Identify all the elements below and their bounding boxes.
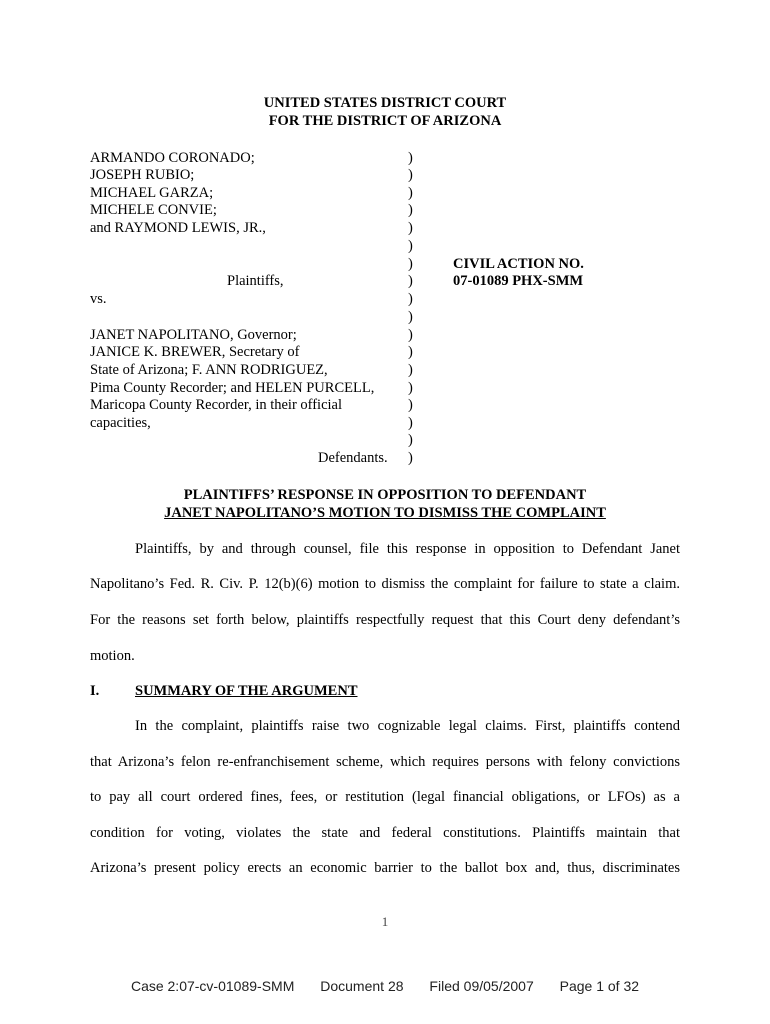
paragraph-line: Napolitano’s Fed. R. Civ. P. 12(b)(6) motion to dismiss the complaint for failure to state a claim. <box>90 576 680 592</box>
document-page: UNITED STATES DISTRICT COURT FOR THE DISTRICT OF ARIZONA ARMANDO CORONADO; JOSEPH RUBIO; MICHAEL GARZA; MICHELE CONVIE; and RAYMOND LEWIS, JR., Plaintiffs, vs. JANET NAPOLITANO, Governor; JANICE K. BREWER, Secretary of State of Arizona; F. ANN RODRIGUEZ, Pima County Recorder; and HELEN PURCELL, Maricopa County Recorder, in their official capacities, Defendants. ) ) ) ) ) ) ) ) ) ) ) ) ) ) ) ) ) ) CIVIL ACTION NO. 07-01089 PHX-SMM PLAINTIFFS’ RESPONSE IN OPPOSITION TO DEFENDANT JANET NAPOLITANO’S MOTION TO DISMISS THE COMPLAINT Plaintiffs, by and through counsel, file this response in opposition to Defendant Janet Napolitano’s Fed. R. Civ. P. 12(b)(6) motion to dismiss the complaint for failure to state a claim. For the reasons set forth below, plaintiffs respectfully request that this Court deny defendant’s motion. I. SUMMARY OF THE ARGUMENT In the complaint, plaintiffs raise two cognizable legal claims. First, plaintiffs contend that Arizona’s felon re-enfranchisement scheme, which requires persons with felony convictions to pay all court ordered fines, fees, or restitution (legal financial obligations, or LFOs) as a condition for voting, violates the state and federal constitutions. Plaintiffs maintain that Arizona’s present policy erects an economic barrier to the ballot box and, thus, discriminates 1 Case 2:07-cv-01089-SMM Document 28 Filed 09/05/2007 Page 1 of 32 <box>0 0 770 1024</box>
defendant-name: JANICE K. BREWER, Secretary of <box>90 344 300 360</box>
footer-document-number: Document 28 <box>320 978 404 994</box>
ecf-footer <box>0 978 770 994</box>
paragraph-line: motion. <box>90 648 135 664</box>
footer-case-number: Case 2:07-cv-01089-SMM <box>130 978 295 994</box>
section-title: SUMMARY OF THE ARGUMENT <box>135 683 358 699</box>
versus-label: vs. <box>90 291 107 307</box>
page-number: 1 <box>381 914 389 929</box>
plaintiff-name: and RAYMOND LEWIS, JR., <box>90 220 266 236</box>
defendants-label: Defendants. <box>318 450 388 466</box>
footer-filed-date: Filed 09/05/2007 <box>429 978 534 994</box>
defendant-name: JANET NAPOLITANO, Governor; <box>90 327 297 343</box>
paragraph-line: that Arizona’s felon re-enfranchisement scheme, which requires persons with felony convictions <box>90 754 680 770</box>
plaintiff-name: MICHAEL GARZA; <box>90 185 214 201</box>
paragraph-line: Arizona’s present policy erects an economic barrier to the ballot box and, thus, discriminates <box>90 860 680 876</box>
footer-page-count: Page 1 of 32 <box>559 978 640 994</box>
plaintiff-name: MICHELE CONVIE; <box>90 202 217 218</box>
paragraph-line: Plaintiffs, by and through counsel, file this response in opposition to Defendant Janet <box>135 541 680 557</box>
plaintiff-name: ARMANDO CORONADO; <box>90 150 255 166</box>
defendant-name: capacities, <box>90 415 151 431</box>
court-name-line1: UNITED STATES DISTRICT COURT <box>263 95 507 111</box>
plaintiffs-label: Plaintiffs, <box>227 273 284 289</box>
paragraph-line: to pay all court ordered fines, fees, or restitution (legal financial obligations, or LFOs) as a <box>90 789 680 805</box>
plaintiff-name: JOSEPH RUBIO; <box>90 167 195 183</box>
civil-action-number: 07-01089 PHX-SMM <box>453 273 584 289</box>
civil-action-label: CIVIL ACTION NO. <box>453 256 584 272</box>
paragraph-line: condition for voting, violates the state and federal constitutions. Plaintiffs maintain that <box>90 825 680 841</box>
defendant-name: State of Arizona; F. ANN RODRIGUEZ, <box>90 362 328 378</box>
document-title-line2: JANET NAPOLITANO’S MOTION TO DISMISS THE COMPLAINT <box>164 505 606 521</box>
document-title-line1: PLAINTIFFS’ RESPONSE IN OPPOSITION TO DEFENDANT <box>183 487 587 503</box>
paragraph-line: In the complaint, plaintiffs raise two cognizable legal claims. First, plaintiffs contend <box>135 718 680 734</box>
defendant-name: Pima County Recorder; and HELEN PURCELL, <box>90 380 375 396</box>
section-heading <box>90 683 358 700</box>
section-number: I. <box>90 683 100 699</box>
paragraph-line: For the reasons set forth below, plaintiffs respectfully request that this Court deny defendant’s <box>90 612 680 628</box>
defendant-name: Maricopa County Recorder, in their official <box>90 397 343 413</box>
court-name-line2: FOR THE DISTRICT OF ARIZONA <box>268 113 502 129</box>
